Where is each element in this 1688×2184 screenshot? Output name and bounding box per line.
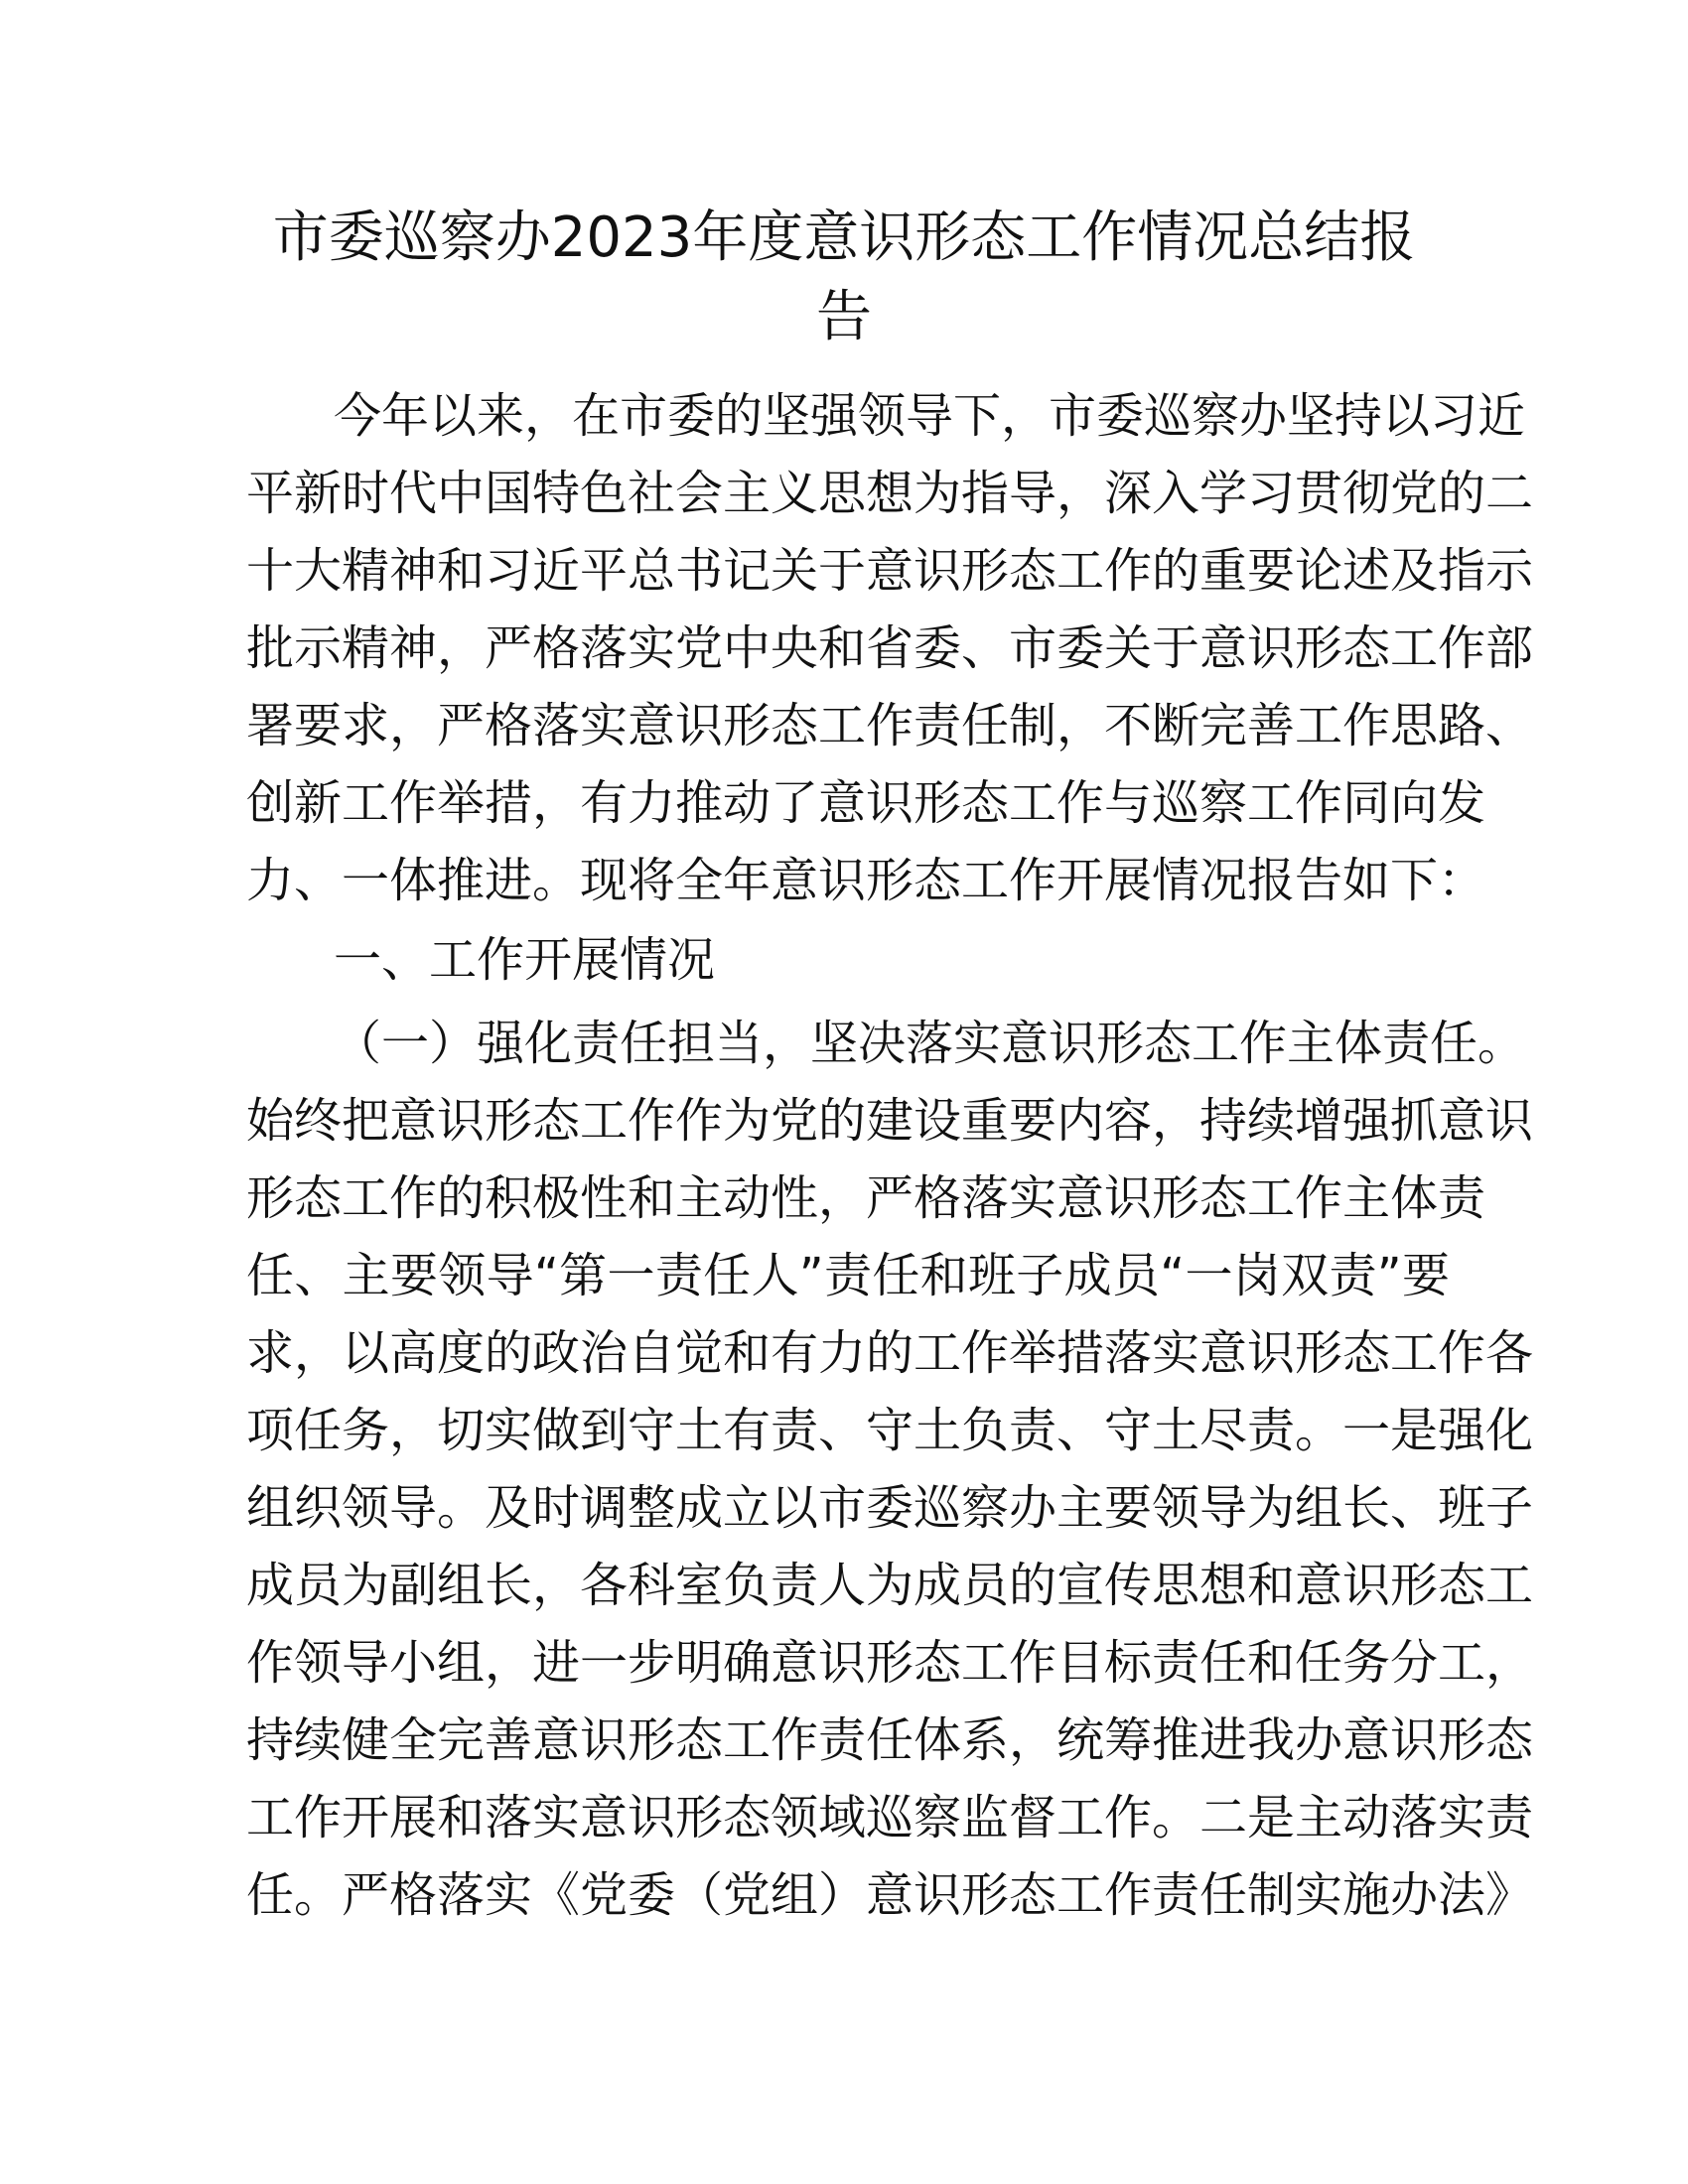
subsection-line-2: 始终把意识形态工作作为党的建设重要内容，持续增强抓意识 [246,1093,1534,1149]
intro-line-7: 力、一体推进。现将全年意识形态工作开展情况报告如下： [246,853,1486,908]
subsection-line-6: 项任务，切实做到守土有责、守土负责、守土尽责。一是强化 [246,1403,1534,1458]
intro-line-3: 十大精神和习近平总书记关于意识形态工作的重要论述及指示 [246,543,1534,599]
title-line-1: 市委巡察办2023年度意识形态工作情况总结报 [272,205,1416,270]
subsection-line-4: 任、主要领导“第一责任人”责任和班子成员“一岗双责”要 [246,1248,1450,1303]
document-body [246,377,1534,1934]
title-line-2: 告 [816,285,872,349]
intro-paragraph [246,377,1534,919]
intro-line-2: 平新时代中国特色社会主义思想为指导，深入学习贯彻党的二 [246,466,1534,521]
subsection-paragraph [246,1005,1534,1934]
subsection-line-10: 持续健全完善意识形态工作责任体系，统筹推进我办意识形态 [246,1712,1534,1768]
subsection-line-9: 作领导小组，进一步明确意识形态工作目标责任和任务分工， [246,1635,1534,1691]
intro-line-5: 署要求，严格落实意识形态工作责任制，不断完善工作思路、 [246,698,1534,753]
subsection-line-5: 求，以高度的政治自觉和有力的工作举措落实意识形态工作各 [246,1325,1534,1381]
subsection-line-12: 任。严格落实《党委（党组）意识形态工作责任制实施办法》 [246,1867,1534,1923]
section-heading: 一、工作开展情况 [334,932,716,988]
subsection-line-7: 组织领导。及时调整成立以市委巡察办主要领导为组长、班子 [246,1480,1534,1536]
subsection-line-1: （一）强化责任担当，坚决落实意识形态工作主体责任。 [334,1016,1526,1071]
intro-line-6: 创新工作举措，有力推动了意识形态工作与巡察工作同向发 [246,775,1486,831]
subsection-line-8: 成员为副组长，各科室负责人为成员的宣传思想和意识形态工 [246,1558,1534,1613]
document-title [238,199,1450,357]
subsection-line-3: 形态工作的积极性和主动性，严格落实意识形态工作主体责 [246,1170,1486,1226]
subsection-line-11: 工作开展和落实意识形态领域巡察监督工作。二是主动落实责 [246,1790,1534,1845]
intro-line-1: 今年以来，在市委的坚强领导下，市委巡察办坚持以习近 [334,388,1526,444]
intro-line-4: 批示精神，严格落实党中央和省委、市委关于意识形态工作部 [246,620,1534,676]
